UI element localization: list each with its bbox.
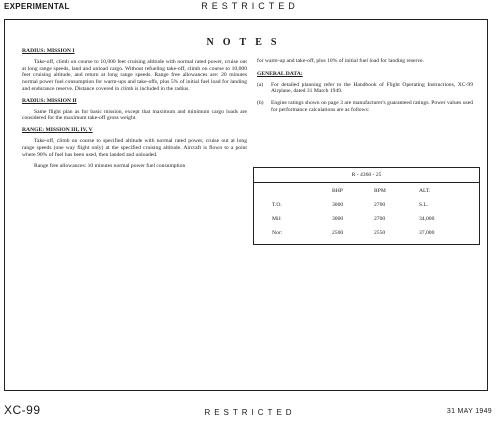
table-row	[254, 216, 479, 224]
item-a-text: For detailed planning refer to the Handbook of Flight Operating Instructions, XC-99 Airplane, dated 31 March 1949.	[271, 81, 473, 95]
col-header-alt: ALT.	[419, 188, 431, 194]
engine-ratings-table	[253, 167, 480, 245]
item-b-text: Engine ratings shown on page 3 are manufacturer's guaranteed ratings. Power values used for performance calculations are as follows:	[271, 100, 473, 113]
range-allowances-continuation: for warm-up and take-off, plus 10% of initial fuel load for landing reserve.	[257, 58, 425, 64]
mission-3-text: Take-off, climb on course to specified altitude with normal rated power, cruise out at long range speeds (one way flight only) at the specified cruising altitude. Aircraft is flown to a point where 90% of fuel has been used, then landed and unloaded.	[22, 137, 247, 158]
general-data-heading: GENERAL DATA:	[257, 70, 303, 77]
right-column	[257, 58, 473, 119]
table-row	[254, 202, 479, 210]
alt-value: 34,000	[419, 216, 435, 222]
table-divider	[254, 182, 479, 183]
rpm-value: 2700	[374, 202, 386, 208]
row-label: Nor:	[272, 230, 283, 236]
range-allowances-text: Range free allowances: 10 minutes normal power fuel consumption	[34, 163, 186, 170]
col-header-rpm: RPM	[374, 188, 386, 194]
col-header-bhp: BHP	[332, 188, 343, 194]
header-restricted-marking: RESTRICTED	[201, 1, 299, 11]
bhp-value: 3000	[332, 216, 344, 222]
general-data-item-b	[257, 100, 473, 114]
row-label: Mil:	[272, 216, 282, 222]
left-column	[22, 48, 247, 175]
mission-3-heading: RANGE: MISSION III, IV, V	[22, 127, 93, 134]
table-header-row	[254, 188, 479, 196]
mission-2-text: Same flight plan as for basic mission, except that maximum and minimum cargo loads are considered for the maximum take-off gross weight.	[22, 108, 247, 122]
mission-1-text: Take-off, climb on course to 10,000 feet cruising altitude with normal rated power, cruise out at long range speeds, land and unload cargo. Without refueling take-off, climb on course to 10,000 feet cruising altitude, and return at long range speeds. Range free allowances are: 20 minutes normal power fuel consumption for warm-ups and take-offs, plus 5% of initial fuel load for landing and endurance reserve. Distance covered in climb is included in the radius.	[22, 58, 247, 92]
bhp-value: 2500	[332, 230, 344, 236]
header-classification-experimental: EXPERIMENTAL	[4, 2, 70, 11]
table-row	[254, 230, 479, 238]
alt-value: 37,000	[419, 230, 435, 236]
rpm-value: 2700	[374, 216, 386, 222]
general-data-item-a	[257, 82, 473, 96]
alt-value: S.L.	[419, 202, 429, 208]
item-a-label: (a)	[257, 81, 264, 88]
bhp-value: 3000	[332, 202, 344, 208]
footer-restricted-marking: RESTRICTED	[204, 408, 296, 417]
item-b-label: (b)	[257, 100, 264, 107]
footer-date: 31 MAY 1949	[446, 408, 492, 415]
page-title: NOTES	[206, 37, 286, 48]
mission-1-heading: RADIUS: MISSION I	[22, 48, 75, 54]
mission-2-heading: RADIUS: MISSION II	[22, 97, 77, 104]
footer-aircraft-designation: XC-99	[4, 403, 41, 417]
rpm-value: 2550	[374, 230, 386, 236]
row-label: T.O.	[272, 202, 282, 208]
engine-model-title: R - 4360 - 25	[351, 172, 382, 178]
